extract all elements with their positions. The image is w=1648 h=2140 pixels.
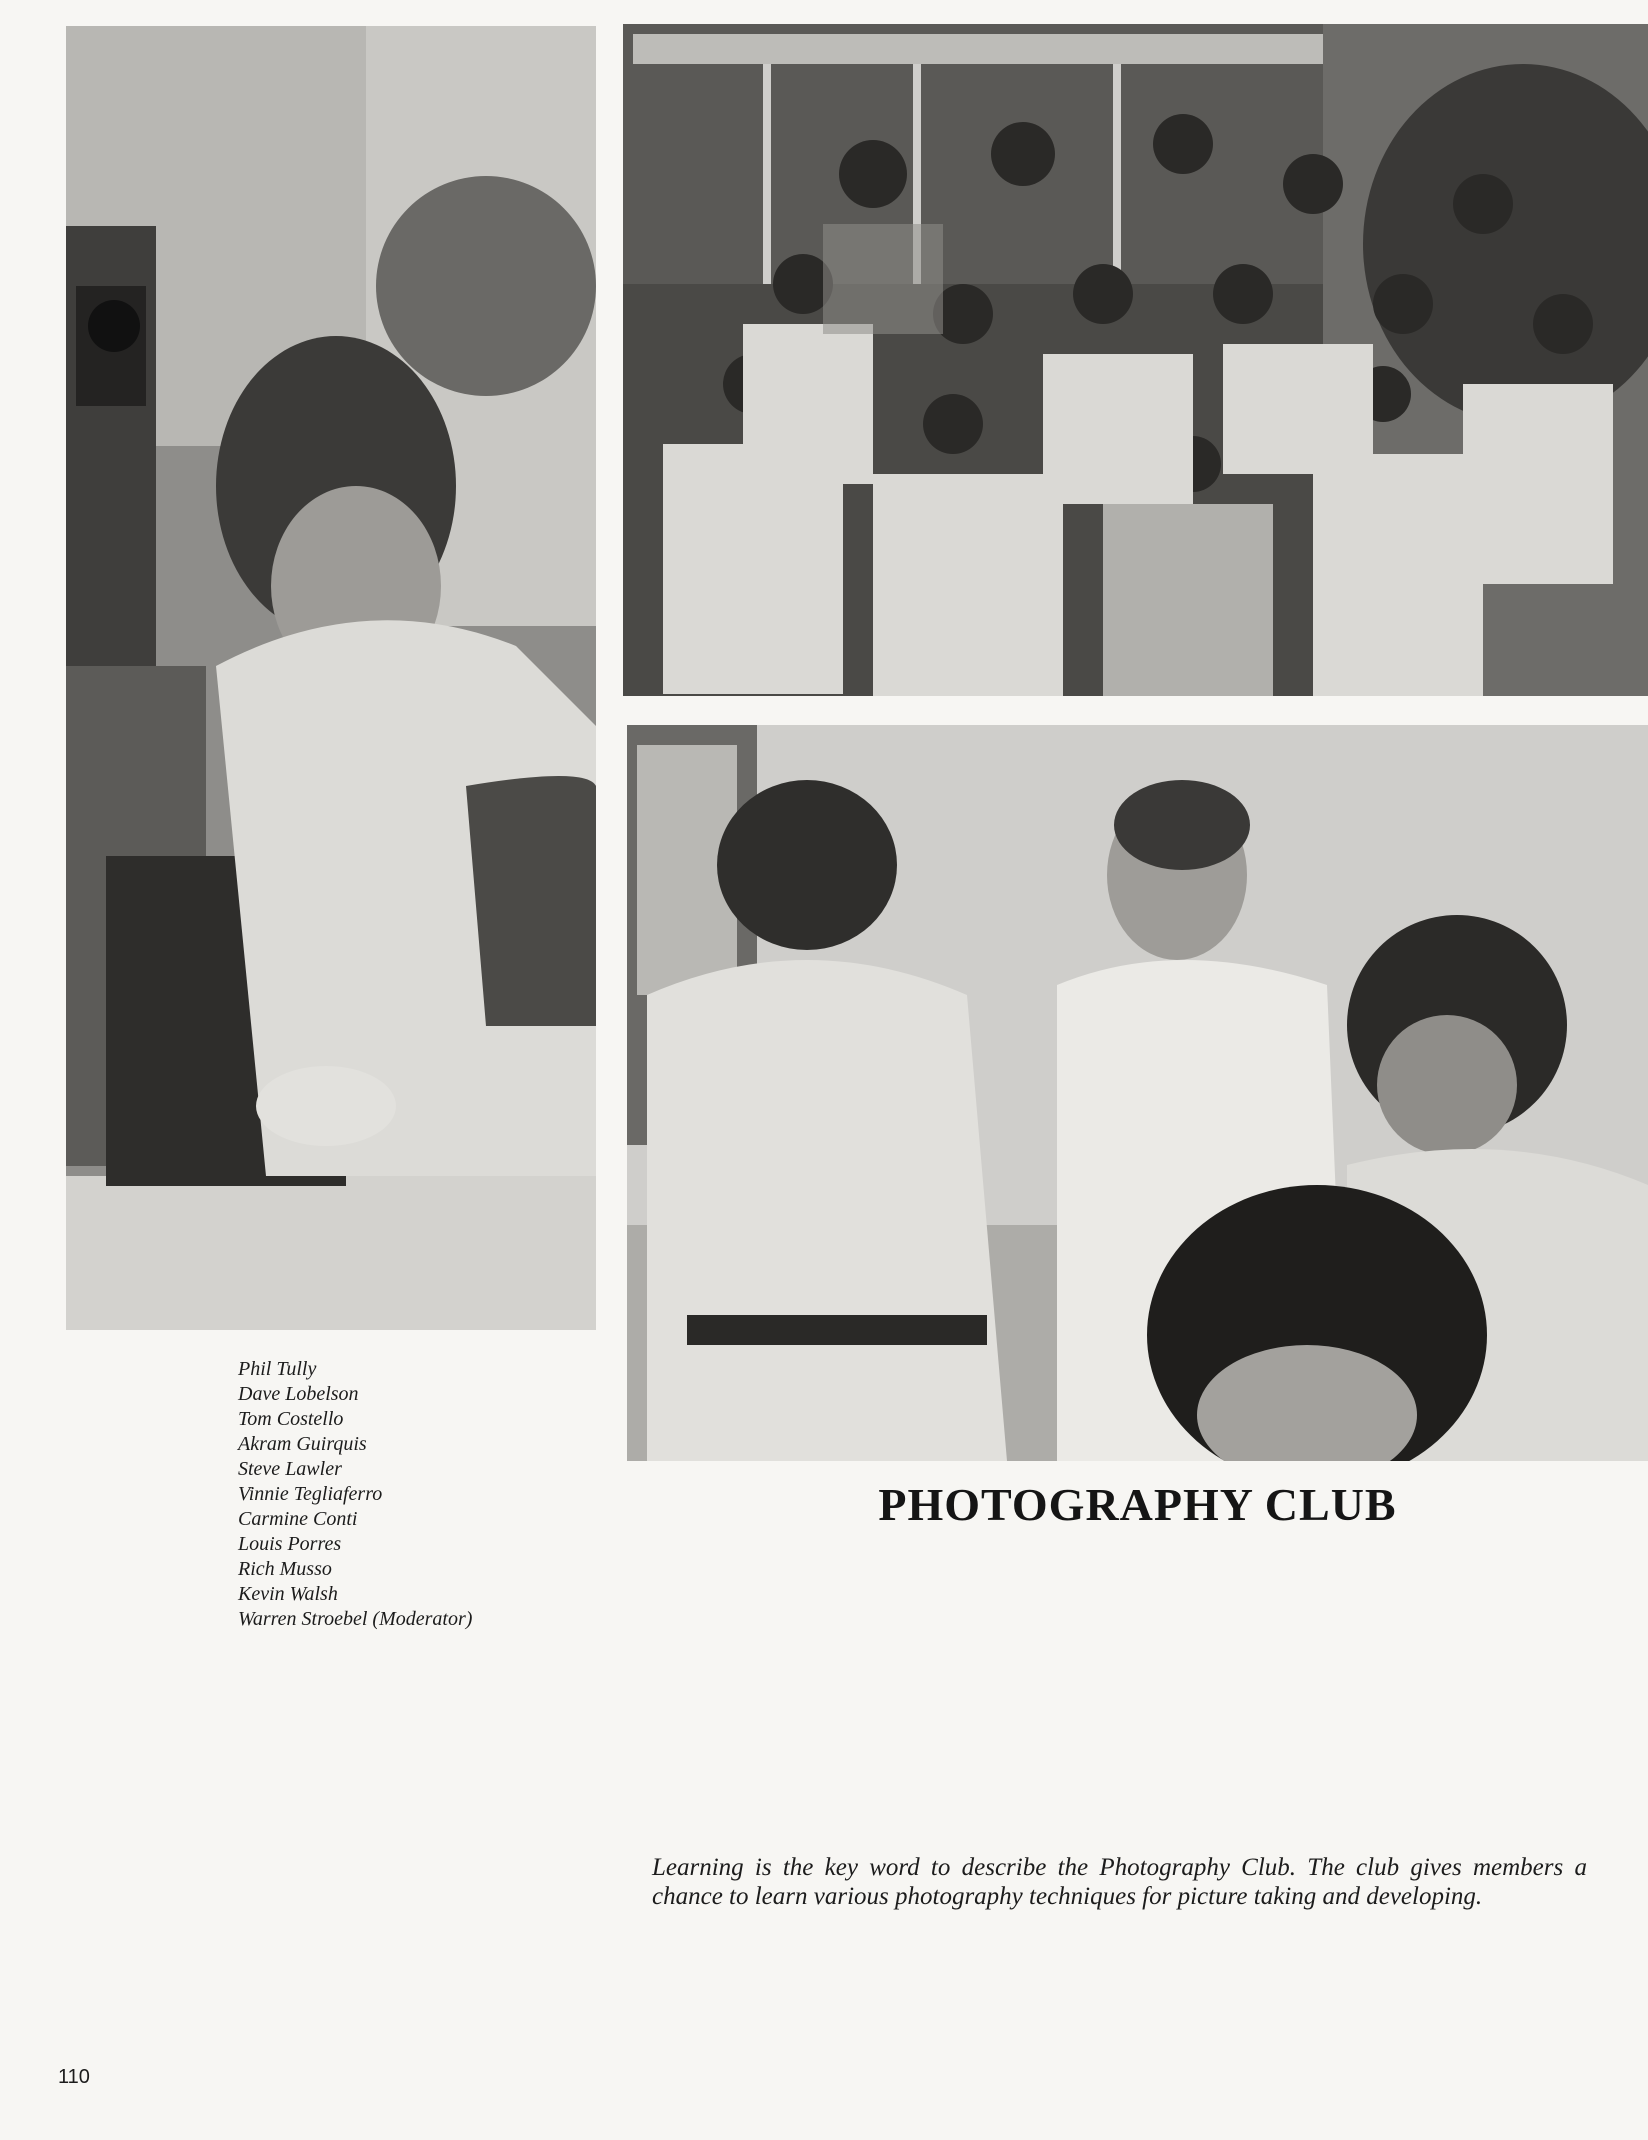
member-name: Akram Guirquis bbox=[238, 1433, 367, 1455]
member-name: Rich Musso bbox=[238, 1558, 332, 1580]
page-title: PHOTOGRAPHY CLUB bbox=[878, 1479, 1397, 1530]
page-number: 110 bbox=[58, 2066, 90, 2088]
member-name: Kevin Walsh bbox=[238, 1583, 338, 1605]
member-name: Tom Costello bbox=[238, 1408, 344, 1430]
group-photo bbox=[623, 24, 1648, 696]
member-name: Louis Porres bbox=[238, 1533, 342, 1555]
member-name: Phil Tully bbox=[238, 1358, 317, 1380]
club-description: Learning is the key word to describe the Photography Club. The club gives members a chance to learn various photography techniques for picture taking and developing. bbox=[652, 1854, 1587, 1910]
member-list bbox=[238, 1357, 472, 1632]
member-name: Vinnie Tegliaferro bbox=[238, 1483, 383, 1505]
classroom-photo bbox=[627, 725, 1648, 1461]
member-name: Carmine Conti bbox=[238, 1508, 358, 1530]
member-name: Warren Stroebel (Moderator) bbox=[238, 1608, 473, 1630]
member-name: Dave Lobelson bbox=[238, 1383, 359, 1405]
member-name: Steve Lawler bbox=[238, 1458, 342, 1480]
darkroom-photo bbox=[66, 26, 596, 1330]
